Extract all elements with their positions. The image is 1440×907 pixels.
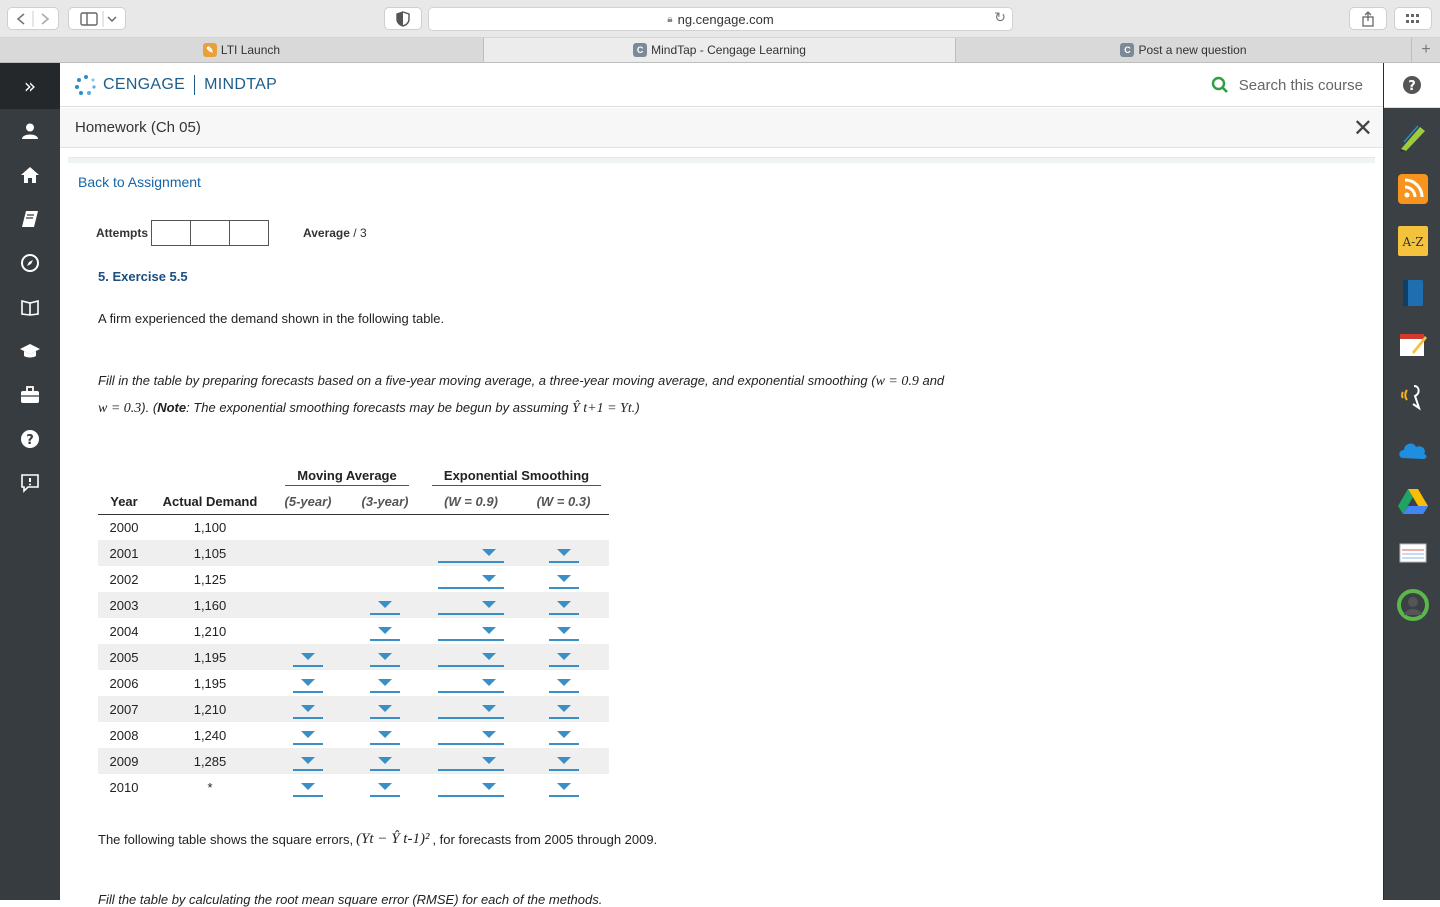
table-row [98, 566, 609, 592]
forecast-cell [518, 566, 609, 592]
forecast-cell [346, 748, 424, 774]
forecast-cell [518, 514, 609, 540]
back-forward-buttons[interactable] [7, 7, 59, 30]
share-button[interactable] [1349, 7, 1387, 30]
ma3-forecast-dropdown[interactable] [370, 751, 400, 771]
glossary-app[interactable] [1397, 225, 1429, 257]
address-bar[interactable] [428, 7, 1013, 31]
forecast-cell [518, 592, 609, 618]
tab-label: LTI Launch [220, 43, 281, 57]
highlighter-icon [1398, 122, 1428, 152]
es03-forecast-dropdown[interactable] [549, 543, 579, 563]
url-text: ng.cengage.com [677, 11, 774, 27]
square-errors-part: , for forecasts from 2005 through 2009. [432, 832, 658, 847]
search-icon [1211, 76, 1229, 94]
forecast-cell [424, 774, 518, 800]
year-cell: 2001 [98, 540, 150, 566]
help-nav[interactable] [0, 417, 60, 461]
cengage-mindtap-logo[interactable] [74, 74, 277, 96]
attempt-box [229, 220, 269, 246]
note-label: Note [157, 400, 187, 415]
es09-forecast-dropdown[interactable] [438, 543, 504, 563]
forecast-cell [270, 774, 346, 800]
forecast-cell [270, 566, 346, 592]
forecast-cell [518, 696, 609, 722]
ma3-forecast-dropdown[interactable] [370, 595, 400, 615]
forecast-cell [346, 566, 424, 592]
attempt-box [151, 220, 191, 246]
forecast-cell [270, 644, 346, 670]
forecast-cell [518, 670, 609, 696]
table-row [98, 618, 609, 644]
forecast-cell [270, 696, 346, 722]
demand-cell: 1,105 [150, 540, 270, 566]
ma3-forecast-dropdown[interactable] [370, 725, 400, 745]
attempts-bar [96, 220, 367, 246]
ma3-forecast-dropdown[interactable] [370, 777, 400, 797]
notebook-nav[interactable] [0, 197, 60, 241]
col-es03: (W = 0.3) [518, 490, 609, 514]
forecast-cell [424, 696, 518, 722]
app-header [60, 63, 1383, 107]
ma5-forecast-dropdown[interactable] [293, 699, 323, 719]
group-label: Moving Average [285, 468, 408, 486]
rss-app[interactable] [1397, 173, 1429, 205]
svg-text:?: ? [1408, 79, 1416, 94]
readspeaker-app[interactable] [1397, 381, 1429, 413]
es03-forecast-dropdown[interactable] [549, 569, 579, 589]
year-cell: 2000 [109, 519, 139, 535]
forecast-cell [424, 670, 518, 696]
help-icon [1402, 75, 1422, 95]
profile-avatar-icon [1397, 589, 1429, 621]
tab-label: MindTap - Cengage Learning [651, 43, 806, 57]
google-drive-icon [1397, 486, 1429, 516]
feedback-icon [20, 473, 40, 493]
table-row [98, 644, 609, 670]
es03-forecast-dropdown[interactable] [549, 699, 579, 719]
math-initial-forecast: Ŷ t+1 = Yt [571, 401, 632, 416]
left-sidebar [0, 63, 60, 900]
cengage-logo-icon [74, 74, 98, 96]
forecast-cell [518, 748, 609, 774]
demand-cell: * [207, 779, 213, 795]
instructions-part: and [918, 373, 945, 388]
instructions-part: .) [631, 400, 640, 415]
instructions-part: Fill in the table by preparing forecasts based on a five-year moving average, a three-year moving average, and exponential smoothing ( [98, 373, 876, 388]
year-cell: 2004 [109, 623, 139, 639]
sidebar-icon [69, 9, 125, 29]
tab-lti-launch[interactable] [0, 38, 484, 62]
year-cell: 2009 [98, 748, 150, 774]
forecast-cell [346, 644, 424, 670]
demand-cell: 1,210 [193, 623, 227, 639]
col-es09: (W = 0.9) [424, 490, 518, 514]
ma5-forecast-dropdown[interactable] [293, 673, 323, 693]
ma3-forecast-dropdown[interactable] [370, 673, 400, 693]
notebook-icon [21, 210, 39, 228]
year-cell: 2006 [109, 675, 139, 691]
forecast-cell [518, 644, 609, 670]
google-drive-app[interactable] [1397, 485, 1429, 517]
table-body [98, 514, 609, 800]
forecast-cell [270, 540, 346, 566]
exercise-title: 5. Exercise 5.5 [98, 269, 188, 284]
es09-forecast-dropdown[interactable] [438, 751, 504, 771]
demand-cell: 1,285 [150, 748, 270, 774]
es03-forecast-dropdown[interactable] [549, 777, 579, 797]
attempts-label: Attempts [96, 226, 149, 240]
svg-text:A-Z: A-Z [1402, 235, 1424, 249]
forecast-cell [270, 618, 346, 644]
course-search[interactable] [1211, 76, 1363, 94]
forecast-cell [346, 722, 424, 748]
group-exponential-smoothing [424, 464, 609, 490]
onedrive-app[interactable] [1397, 433, 1429, 465]
notepad-icon [1398, 330, 1428, 360]
compass-icon [20, 253, 40, 273]
expand-sidebar-button[interactable]: » [0, 63, 60, 109]
demand-cell: 1,100 [193, 519, 227, 535]
square-errors-part: The following table shows the square errors, [98, 832, 354, 847]
forecast-cell [518, 618, 609, 644]
es09-forecast-dropdown[interactable] [438, 569, 504, 589]
divider-strip [68, 157, 1375, 163]
sidebar-toggle-button[interactable] [68, 7, 126, 30]
es03-forecast-dropdown[interactable] [549, 621, 579, 641]
brand-divider [194, 75, 195, 95]
privacy-shield-button[interactable] [384, 7, 422, 30]
right-app-dock [1383, 63, 1440, 900]
book-icon [1398, 278, 1428, 308]
a-z-icon [1398, 226, 1428, 256]
es03-forecast-dropdown[interactable] [549, 647, 579, 667]
forecast-cell [424, 592, 518, 618]
intro-text: A firm experienced the demand shown in the following table. [98, 311, 445, 326]
forecast-cell [346, 540, 424, 566]
year-cell: 2008 [109, 727, 139, 743]
ma3-forecast-dropdown[interactable] [370, 621, 400, 641]
tools-nav[interactable] [0, 373, 60, 417]
forecast-cell [346, 696, 424, 722]
square-errors-text [98, 831, 657, 848]
highlighter-app[interactable] [1397, 121, 1429, 153]
lti-favicon-icon: ✎ [203, 43, 217, 57]
forecast-cell [424, 722, 518, 748]
demand-cell: 1,125 [193, 571, 227, 587]
cengage-favicon-icon: C [1120, 43, 1134, 57]
briefcase-icon [20, 386, 40, 404]
group-label: Exponential Smoothing [432, 468, 601, 486]
forecast-cell [424, 618, 518, 644]
year-cell: 2002 [109, 571, 139, 587]
forecast-cell [270, 722, 346, 748]
es09-forecast-dropdown[interactable] [438, 673, 504, 693]
forecast-cell [424, 540, 518, 566]
demand-cell: 1,195 [193, 675, 227, 691]
es09-forecast-dropdown[interactable] [438, 699, 504, 719]
demand-cell: 1,210 [150, 696, 270, 722]
home-icon [20, 166, 40, 184]
es09-forecast-dropdown[interactable] [438, 777, 504, 797]
year-cell: 2005 [98, 644, 150, 670]
table-row [98, 592, 609, 618]
col-ma5: (5-year) [270, 490, 346, 514]
tab-overview-button[interactable] [1394, 7, 1432, 30]
profile-nav[interactable] [0, 109, 60, 153]
share-icon [1361, 11, 1375, 27]
profile-app[interactable] [1397, 589, 1429, 621]
tab-mindtap[interactable] [484, 38, 956, 62]
forecast-cell [346, 774, 424, 800]
es03-forecast-dropdown[interactable] [549, 725, 579, 745]
table-row [98, 748, 609, 774]
graduation-cap-icon [19, 343, 41, 359]
forecast-cell [270, 514, 346, 540]
demand-cell: 1,240 [193, 727, 227, 743]
math-square-error: (Yt − Ŷ t-1)² [356, 831, 430, 847]
forecast-cell [424, 566, 518, 592]
flashcards-icon [1398, 538, 1428, 568]
demand-cell: 1,195 [150, 644, 270, 670]
new-tab-button[interactable]: + [1421, 41, 1431, 58]
help-button[interactable] [1384, 63, 1440, 108]
flashcards-app[interactable] [1397, 537, 1429, 569]
activity-title: Homework (Ch 05) [75, 119, 201, 136]
es03-forecast-dropdown[interactable] [549, 751, 579, 771]
es09-forecast-dropdown[interactable] [438, 647, 504, 667]
reload-icon[interactable]: ↻ [994, 10, 1006, 26]
table-group-header [98, 464, 609, 490]
demand-cell: 1,160 [150, 592, 270, 618]
table-row [98, 774, 609, 800]
forecast-cell [270, 670, 346, 696]
ma3-forecast-dropdown[interactable] [370, 647, 400, 667]
back-to-assignment-link[interactable]: Back to Assignment [78, 174, 201, 190]
cengage-favicon-icon: C [633, 43, 647, 57]
es09-forecast-dropdown[interactable] [438, 725, 504, 745]
forecast-cell [346, 514, 424, 540]
rmse-instructions-text: Fill the table by calculating the root mean square error (RMSE) for each of the methods. [98, 892, 603, 907]
group-moving-average [270, 464, 424, 490]
cloud-icon [1397, 434, 1429, 464]
rss-icon [1398, 174, 1428, 204]
tab-label: Post a new question [1138, 43, 1247, 57]
question-circle-icon [20, 429, 40, 449]
instructions-part: : The exponential smoothing forecasts may be begun by assuming [186, 400, 572, 415]
col-demand: Actual Demand [150, 490, 270, 514]
forecast-cell [346, 618, 424, 644]
attempt-box [190, 220, 230, 246]
assignment-content [60, 148, 1383, 907]
table-row [98, 696, 609, 722]
col-year: Year [98, 490, 150, 514]
brand-mindtap: MINDTAP [204, 76, 278, 93]
forecast-cell [518, 722, 609, 748]
table-header [98, 490, 609, 514]
ebook-app[interactable] [1397, 277, 1429, 309]
instructions-part: ). ( [141, 400, 158, 415]
table-row [98, 514, 609, 540]
forecast-table [98, 464, 609, 800]
table-row [98, 540, 609, 566]
browser-toolbar [0, 0, 1440, 38]
col-ma3: (3-year) [346, 490, 424, 514]
svg-text:?: ? [26, 433, 34, 448]
book-nav[interactable] [0, 285, 60, 329]
average-value: / 3 [353, 226, 367, 240]
instructions-text [98, 368, 1018, 422]
ma5-forecast-dropdown[interactable] [293, 751, 323, 771]
year-cell: 2003 [98, 592, 150, 618]
lock-icon: 🔒︎ [667, 13, 673, 25]
shield-icon [396, 11, 410, 27]
activity-header [60, 108, 1383, 148]
es09-forecast-dropdown[interactable] [438, 595, 504, 615]
grid-icon [1405, 13, 1421, 25]
open-book-icon [20, 298, 40, 316]
close-icon[interactable]: ✕ [1352, 114, 1373, 142]
ma3-forecast-dropdown[interactable] [370, 699, 400, 719]
year-cell: 2010 [109, 779, 139, 795]
ma5-forecast-dropdown[interactable] [293, 777, 323, 797]
es03-forecast-dropdown[interactable] [549, 595, 579, 615]
home-nav[interactable] [0, 153, 60, 197]
ma5-forecast-dropdown[interactable] [293, 725, 323, 745]
user-icon [21, 122, 39, 140]
es03-forecast-dropdown[interactable] [549, 673, 579, 693]
notes-app[interactable] [1397, 329, 1429, 361]
readspeaker-icon [1398, 382, 1428, 412]
forecast-cell [270, 748, 346, 774]
year-cell: 2007 [98, 696, 150, 722]
forecast-cell [518, 540, 609, 566]
ma5-forecast-dropdown[interactable] [293, 647, 323, 667]
forecast-cell [346, 670, 424, 696]
back-forward-icon [8, 9, 58, 29]
brand-cengage: CENGAGE [103, 76, 186, 93]
table-row [98, 722, 609, 748]
forecast-cell [424, 514, 518, 540]
forecast-cell [424, 644, 518, 670]
es09-forecast-dropdown[interactable] [438, 621, 504, 641]
tab-post-question[interactable] [956, 38, 1412, 62]
courses-nav[interactable] [0, 329, 60, 373]
forecast-cell [270, 592, 346, 618]
forecast-cell [346, 592, 424, 618]
math-w1: w = 0.9 [875, 374, 919, 389]
forecast-cell [518, 774, 609, 800]
table-row [98, 670, 609, 696]
search-placeholder: Search this course [1238, 76, 1363, 94]
average-label: Average [303, 226, 350, 240]
feedback-nav[interactable] [0, 461, 60, 505]
explore-nav[interactable] [0, 241, 60, 285]
forecast-cell [424, 748, 518, 774]
browser-tabs [0, 38, 1440, 63]
average-score [303, 226, 367, 240]
math-w2: w = 0.3 [98, 401, 142, 416]
